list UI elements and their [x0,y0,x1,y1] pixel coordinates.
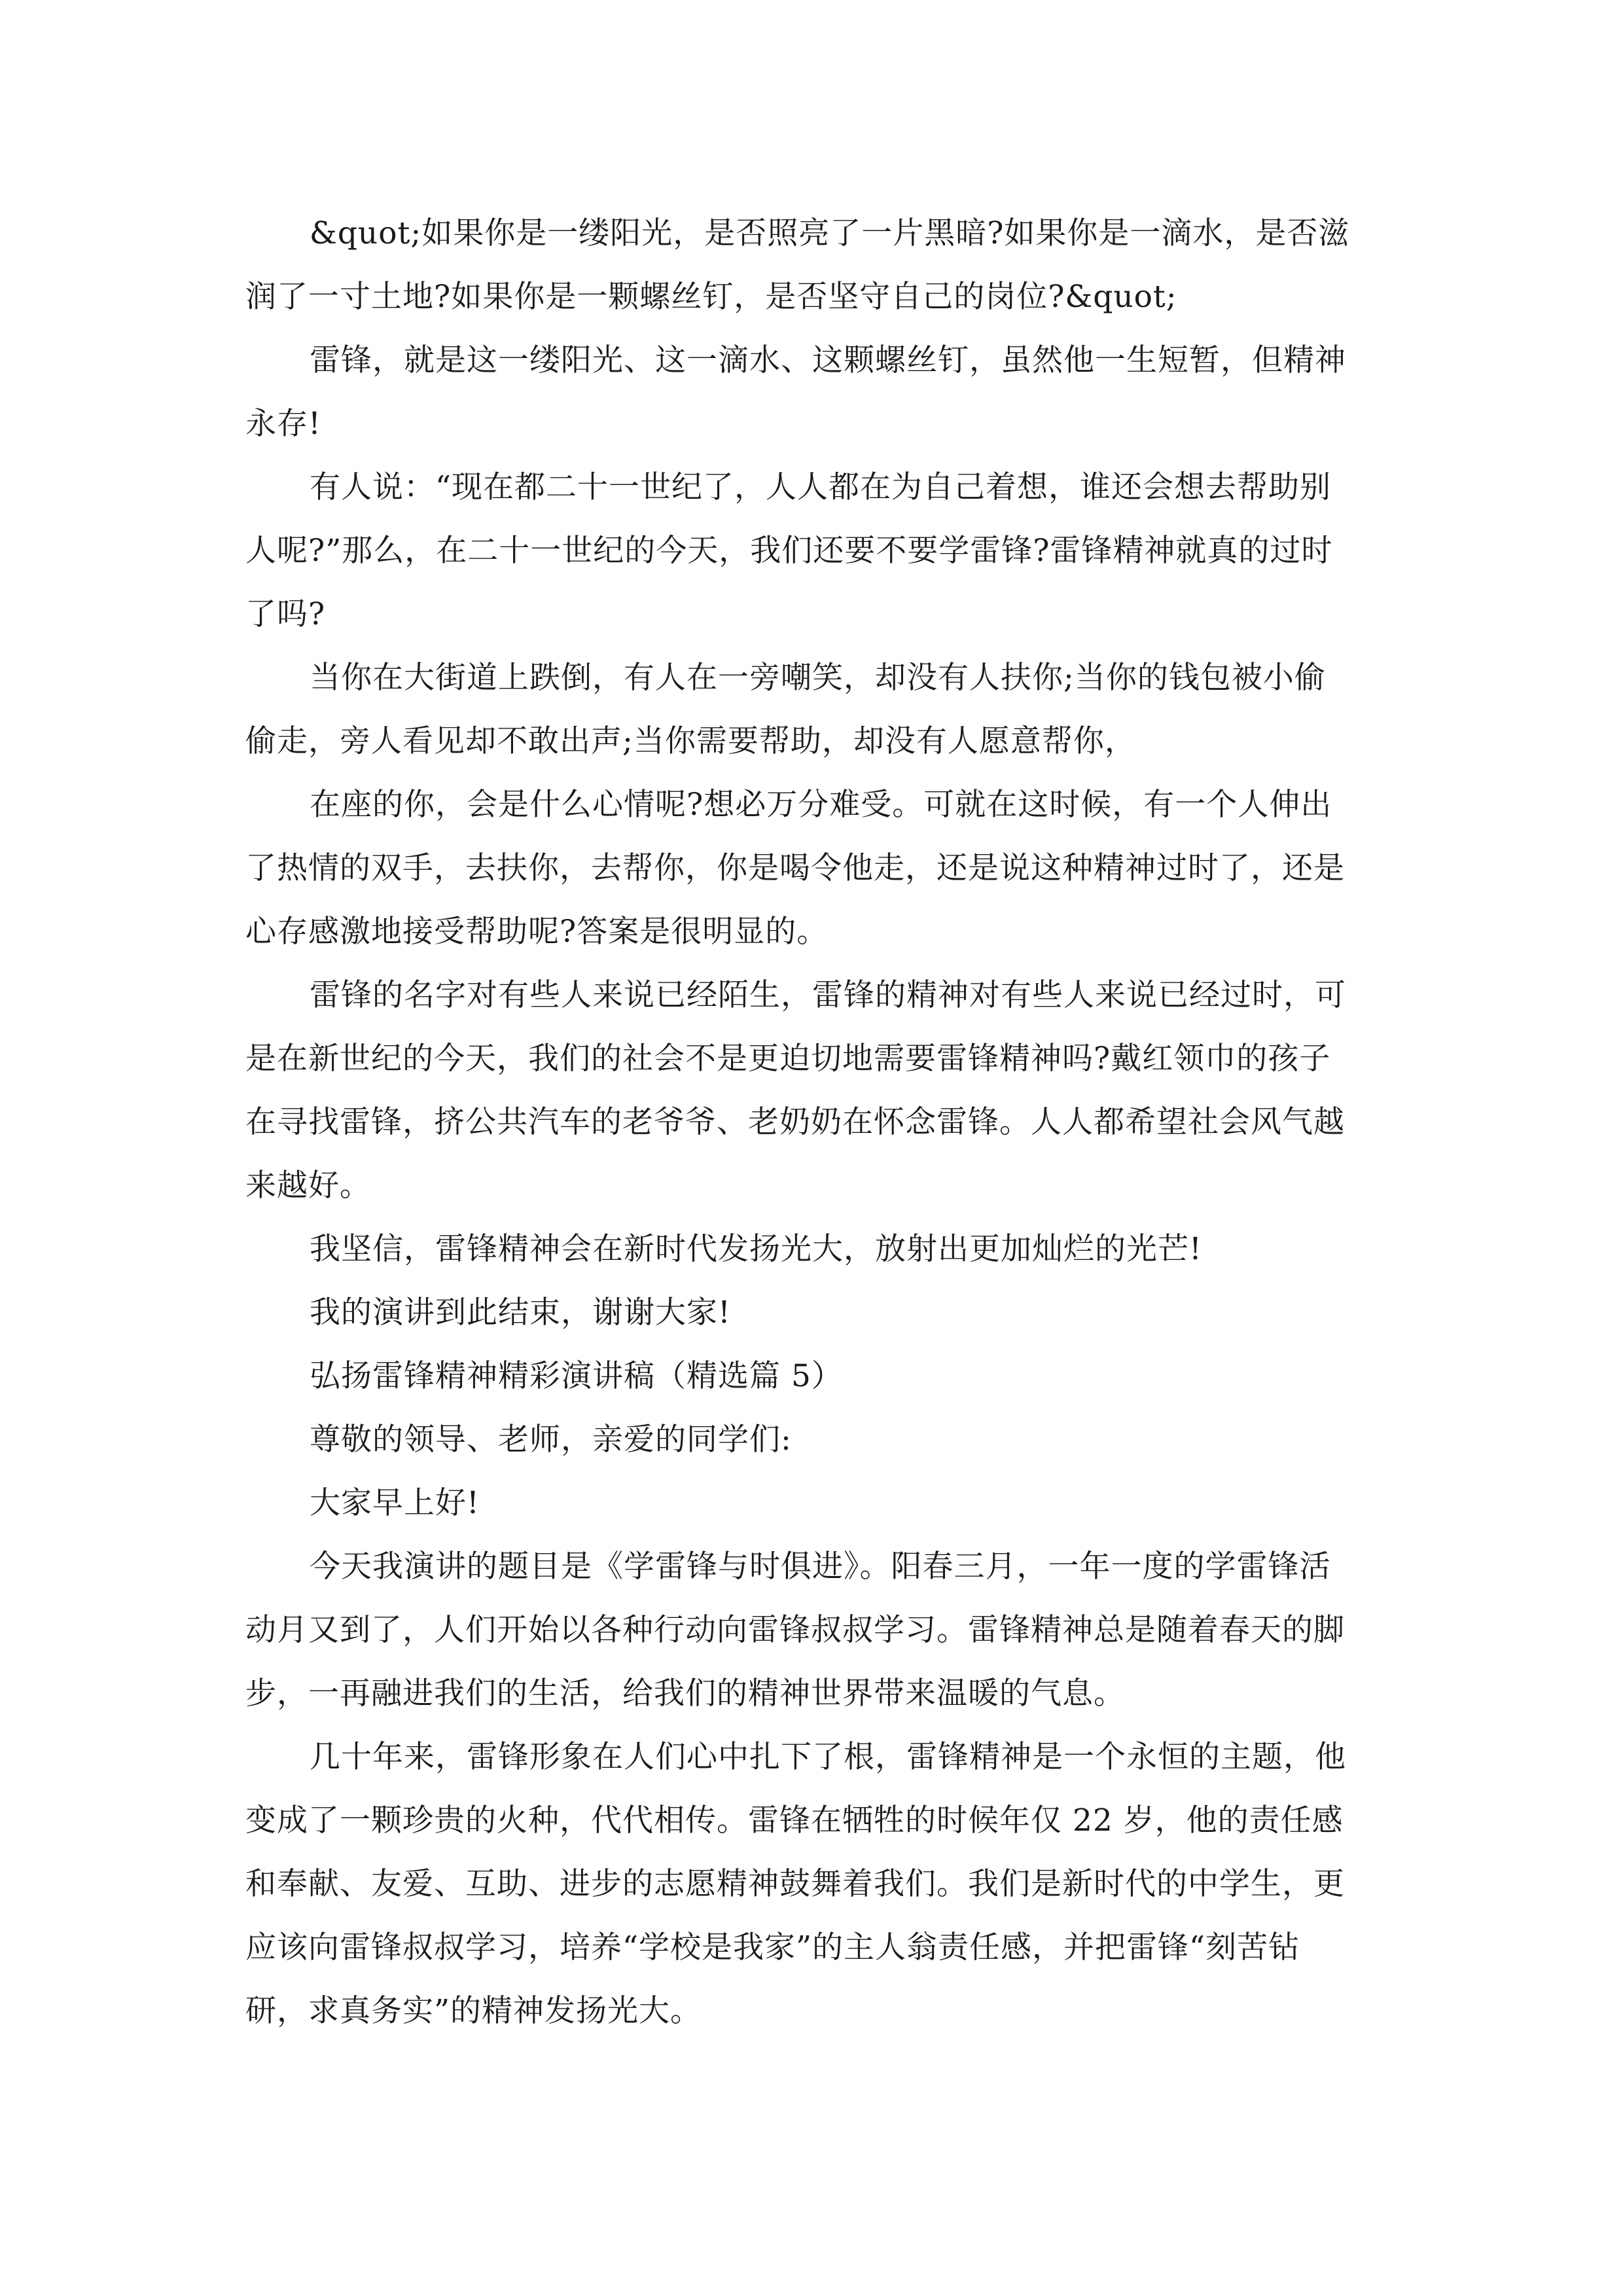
text-line: 我的演讲到此结束，谢谢大家! [310,1295,731,1331]
text-line: 永存! [245,406,321,442]
text-line: 在座的你，会是什么心情呢?想必万分难受。可就在这时候，有一个人伸出 [310,787,1332,823]
paragraph [245,1535,1378,1725]
paragraph [245,1281,1378,1344]
text-line: 雷锋，就是这一缕阳光、这一滴水、这颗螺丝钉，虽然他一生短暂，但精神 [310,342,1346,378]
text-line: 变成了一颗珍贵的火种，代代相传。雷锋在牺牲的时候年仅 22 岁，他的责任感 [245,1803,1344,1839]
text-line: 研，求真务实”的精神发扬光大。 [245,1993,702,2029]
text-line: 当你在大街道上跌倒，有人在一旁嘲笑，却没有人扶你;当你的钱包被小偷 [310,660,1326,696]
paragraph [245,773,1378,963]
text-line: 我坚信，雷锋精神会在新时代发扬光大，放射出更加灿烂的光芒! [310,1231,1202,1267]
paragraph [245,1408,1378,1471]
paragraph [245,202,1378,329]
text-line: 几十年来，雷锋形象在人们心中扎下了根，雷锋精神是一个永恒的主题，他 [310,1739,1346,1775]
text-line: 今天我演讲的题目是《学雷锋与时俱进》。阳春三月，一年一度的学雷锋活 [310,1549,1331,1585]
text-line: 了吗? [245,596,326,632]
text-line: 偷走，旁人看见却不敢出声;当你需要帮助，却没有人愿意帮你， [245,723,1136,759]
text-line: 有人说：“现在都二十一世纪了，人人都在为自己着想，谁还会想去帮助别 [310,469,1332,505]
paragraph [245,646,1378,773]
text-line: 弘扬雷锋精神精彩演讲稿（精选篇 5） [310,1358,843,1394]
text-line: 动月又到了，人们开始以各种行动向雷锋叔叔学习。雷锋精神总是随着春天的脚 [245,1612,1345,1648]
text-line: 尊敬的领导、老师，亲爱的同学们: [310,1422,792,1458]
paragraph [245,1217,1378,1281]
text-line: 步，一再融进我们的生活，给我们的精神世界带来温暖的气息。 [245,1676,1125,1712]
text-line: 在寻找雷锋，挤公共汽车的老爷爷、老奶奶在怀念雷锋。人人都希望社会风气越 [245,1104,1345,1140]
paragraph [245,963,1378,1217]
text-line: 心存感激地接受帮助呢?答案是很明显的。 [245,914,829,950]
text-line: 润了一寸土地?如果你是一颗螺丝钉，是否坚守自己的岗位?&quot; [245,279,1177,315]
text-line: 雷锋的名字对有些人来说已经陌生，雷锋的精神对有些人来说已经过时，可 [310,977,1346,1013]
paragraph [245,456,1378,646]
paragraph [245,1725,1378,2043]
document-body [245,202,1378,2043]
text-line: &quot;如果你是一缕阳光，是否照亮了一片黑暗?如果你是一滴水，是否滋 [310,215,1350,251]
text-line: 来越好。 [245,1168,371,1204]
paragraph [245,1471,1378,1535]
text-line: 是在新世纪的今天，我们的社会不是更迫切地需要雷锋精神吗?戴红领巾的孩子 [245,1041,1331,1077]
text-line: 人呢?”那么，在二十一世纪的今天，我们还要不要学雷锋?雷锋精神就真的过时 [245,533,1333,569]
text-line: 了热情的双手，去扶你，去帮你，你是喝令他走，还是说这种精神过时了，还是 [245,850,1345,886]
text-line: 和奉献、友爱、互助、进步的志愿精神鼓舞着我们。我们是新时代的中学生，更 [245,1866,1345,1902]
text-line: 应该向雷锋叔叔学习，培养“学校是我家”的主人翁责任感，并把雷锋“刻苦钻 [245,1929,1300,1965]
text-line: 大家早上好! [310,1485,480,1521]
paragraph [245,329,1378,456]
paragraph [245,1344,1378,1408]
